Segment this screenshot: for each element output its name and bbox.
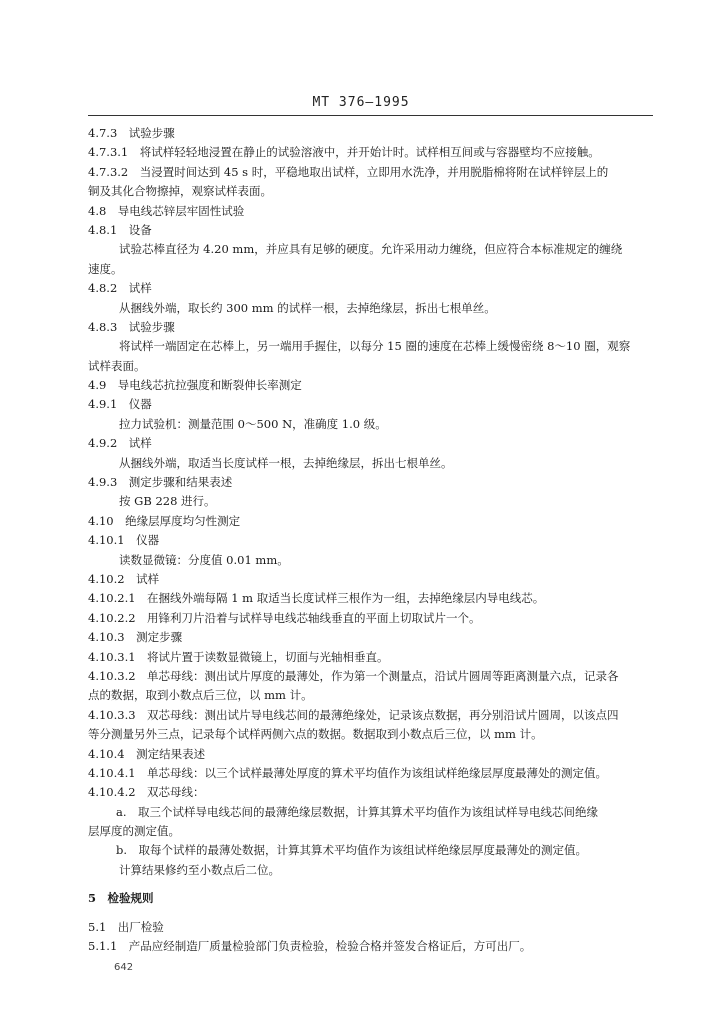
section-heading: 4.9.1 仪器 bbox=[88, 397, 152, 412]
section-heading: 4.8.3 试验步骤 bbox=[88, 319, 175, 334]
paragraph-line: 拉力试验机：测量范围 0～500 N，准确度 1.0 级。 bbox=[119, 416, 387, 431]
paragraph-line: 试样表面。 bbox=[88, 358, 146, 373]
paragraph-line: 将试样一端固定在芯棒上，另一端用手握住，以每分 15 圈的速度在芯棒上缓慢密绕 8～10 圈，观察 bbox=[119, 339, 631, 354]
spacer bbox=[88, 880, 655, 889]
section-heading: 4.10 绝缘层厚度均匀性测定 bbox=[88, 513, 241, 528]
page-header-standard-number: MT 376—1995 bbox=[312, 95, 410, 110]
list-item-a: a. 取三个试样导电线芯间的最薄绝缘层数据，计算其算术平均值作为该组试样导电线芯间绝缘 bbox=[116, 804, 599, 819]
paragraph-line: 按 GB 228 进行。 bbox=[119, 494, 216, 509]
paragraph-line: 层厚度的测定值。 bbox=[88, 824, 180, 839]
list-item-b: b. 取每个试样的最薄处数据，计算其算术平均值作为该组试样绝缘层厚度最薄处的测定值。 bbox=[116, 843, 588, 858]
paragraph-line: 4.10.3.2 单芯母线：测出试片厚度的最薄处，作为第一个测量点，沿试片圆周等距离测量六点，记录各 bbox=[88, 668, 619, 683]
section-heading: 4.8.1 设备 bbox=[88, 222, 152, 237]
section-heading: 4.9.2 试样 bbox=[88, 436, 152, 451]
chapter-heading: 5 检验规则 bbox=[88, 891, 154, 906]
paragraph-line: 4.10.2.2 用锋利刀片沿着与试样导电线芯轴线垂直的平面上切取试片一个。 bbox=[88, 610, 481, 625]
section-heading: 4.8 导电线芯锌层牢固性试验 bbox=[88, 203, 245, 218]
section-heading: 4.8.2 试样 bbox=[88, 281, 152, 296]
paragraph-line: 从捆线外端，取适当长度试样一根，去掉绝缘层，拆出七根单丝。 bbox=[119, 455, 453, 470]
section-heading: 4.9.3 测定步骤和结果表述 bbox=[88, 475, 233, 490]
paragraph-line: 等分测量另外三点，记录每个试样两侧六点的数据。数据取到小数点后三位，以 mm 计。 bbox=[88, 727, 543, 742]
section-heading: 4.7.3 试验步骤 bbox=[88, 126, 175, 140]
section-heading: 4.9 导电线芯抗拉强度和断裂伸长率测定 bbox=[88, 378, 302, 393]
page-number: 642 bbox=[114, 962, 134, 973]
section-heading: 4.10.2 试样 bbox=[88, 571, 160, 586]
paragraph-line: 4.10.2.1 在捆线外端每隔 1 m 取适当长度试样三根作为一组，去掉绝缘层内导电线芯。 bbox=[88, 591, 545, 606]
spacer bbox=[88, 909, 655, 918]
paragraph-line: 计算结果修约至小数点后二位。 bbox=[119, 862, 280, 877]
section-heading: 4.10.1 仪器 bbox=[88, 533, 160, 548]
paragraph-line: 4.7.3.2 当浸置时间达到 45 s 时，平稳地取出试样，立即用水洗净，并用脱脂棉将附在试样锌层上的 bbox=[88, 164, 609, 179]
paragraph-line: 5.1.1 产品应经制造厂质量检验部门负责检验，检验合格并签发合格证后，方可出厂。 bbox=[88, 939, 532, 954]
header-rule bbox=[88, 115, 653, 116]
paragraph-line: 4.10.4.1 单芯母线：以三个试样最薄处厚度的算术平均值作为该组试样绝缘层厚度最薄处的测定值。 bbox=[88, 765, 608, 780]
paragraph-line: 试验芯棒直径为 4.20 mm，并应具有足够的硬度。允许采用动力缠绕，但应符合本标准规定的缠绕 bbox=[119, 242, 623, 257]
paragraph-line: 速度。 bbox=[88, 261, 123, 276]
paragraph-line: 点的数据，取到小数点后三位，以 mm 计。 bbox=[88, 688, 313, 703]
paragraph-line: 4.10.4.2 双芯母线： bbox=[88, 785, 205, 800]
paragraph-line: 4.10.3.1 将试片置于读数显微镜上，切面与光轴相垂直。 bbox=[88, 649, 389, 664]
section-heading: 4.10.3 测定步骤 bbox=[88, 630, 183, 645]
document-body bbox=[88, 124, 655, 956]
paragraph-line: 从捆线外端，取长约 300 mm 的试样一根，去掉绝缘层，拆出七根单丝。 bbox=[119, 300, 496, 315]
paragraph-line: 铜及其化合物擦掉，观察试样表面。 bbox=[88, 184, 272, 199]
paragraph-line: 4.7.3.1 将试样轻轻地浸置在静止的试验溶液中，并开始计时。试样相互间或与容器壁均不应接触。 bbox=[88, 145, 600, 160]
paragraph-line: 4.10.3.3 双芯母线：测出试片导电线芯间的最薄绝缘处，记录该点数据，再分别沿试片圆周，以该点四 bbox=[88, 707, 619, 722]
paragraph-line: 读数显微镜：分度值 0.01 mm。 bbox=[119, 552, 289, 567]
section-heading: 4.10.4 测定结果表述 bbox=[88, 746, 206, 761]
section-heading: 5.1 出厂检验 bbox=[88, 919, 164, 934]
